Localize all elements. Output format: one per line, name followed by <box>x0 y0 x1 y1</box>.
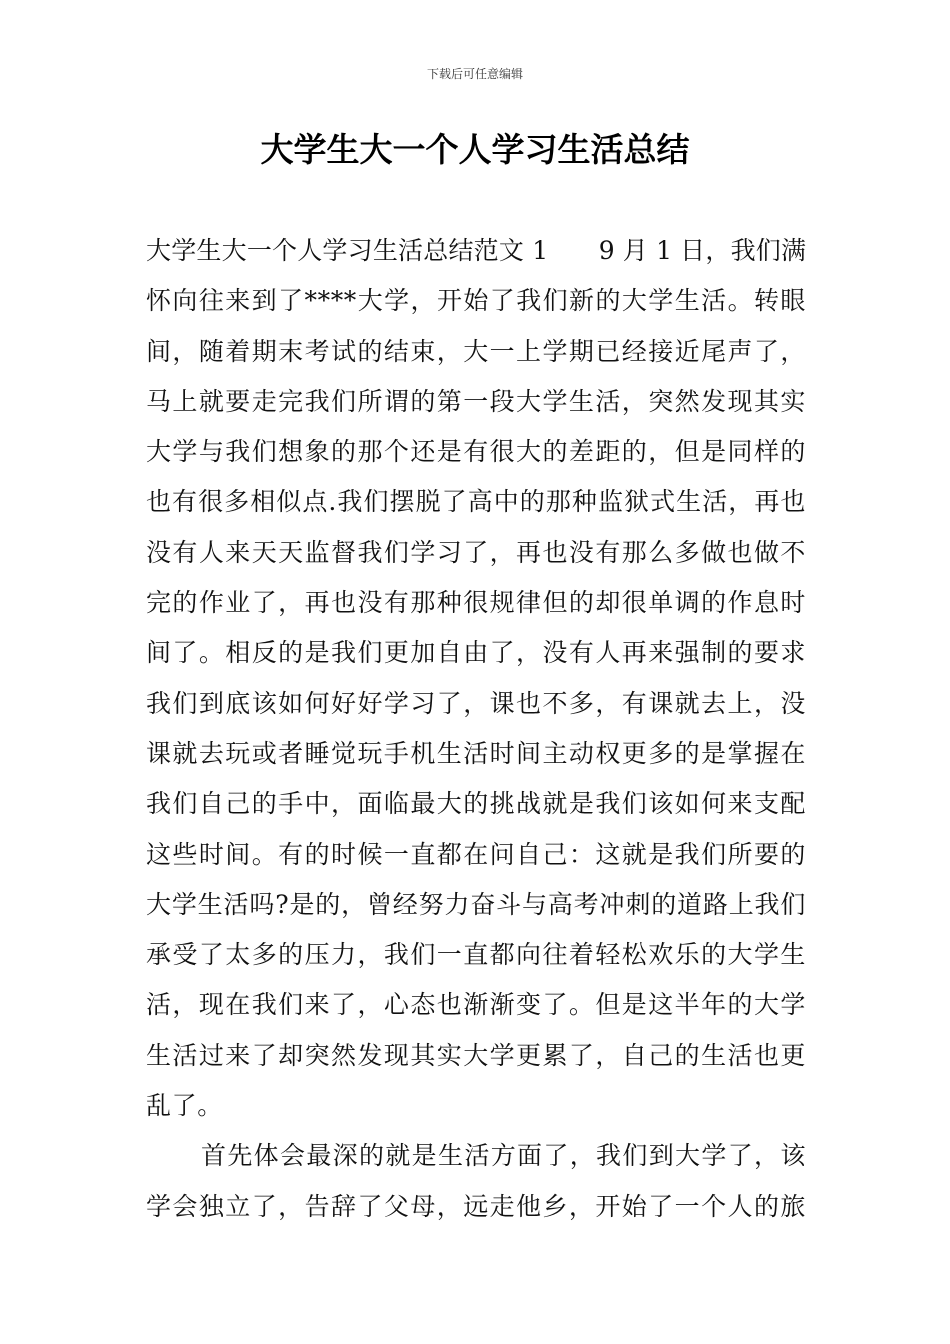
header-note: 下载后可任意编辑 <box>426 67 523 81</box>
text-line: 也有很多相似点.我们摆脱了高中的那种监狱式生活，再也 <box>146 487 806 517</box>
text-line: 大学生大一个人学习生活总结范文 1 9 月 1 日，我们满 <box>146 236 806 265</box>
text-line: 首先体会最深的就是生活方面了，我们到大学了，该 <box>201 1141 806 1171</box>
text-line: 乱了。 <box>146 1091 223 1121</box>
text-line: 这些时间。有的时候一直都在问自己：这就是我们所要的 <box>146 839 806 869</box>
text-line: 我们自己的手中，面临最大的挑战就是我们该如何来支配 <box>146 789 806 819</box>
text-line: 活，现在我们来了，心态也渐渐变了。但是这半年的大学 <box>146 990 806 1020</box>
text-line: 课就去玩或者睡觉玩手机生活时间主动权更多的是掌握在 <box>146 738 806 768</box>
text-line: 怀向往来到了****大学，开始了我们新的大学生活。转眼 <box>146 286 806 316</box>
text-line: 大学生活吗?是的，曾经努力奋斗与高考冲刺的道路上我们 <box>146 889 806 919</box>
text-line: 生活过来了却突然发现其实大学更累了，自己的生活也更 <box>146 1040 806 1070</box>
document-title: 大学生大一个人学习生活总结 <box>260 130 690 169</box>
text-line: 间了。相反的是我们更加自由了，没有人再来强制的要求 <box>146 638 806 668</box>
text-line: 我们到底该如何好好学习了，课也不多，有课就去上，没 <box>146 688 806 718</box>
text-line: 完的作业了，再也没有那种很规律但的却很单调的作息时 <box>146 588 806 618</box>
text-line: 没有人来天天监督我们学习了，再也没有那么多做也做不 <box>146 537 806 567</box>
text-line: 学会独立了，告辞了父母，远走他乡，开始了一个人的旅 <box>146 1191 806 1221</box>
text-line: 承受了太多的压力，我们一直都向往着轻松欢乐的大学生 <box>146 940 806 970</box>
text-line: 大学与我们想象的那个还是有很大的差距的，但是同样的 <box>146 437 806 467</box>
document-body <box>146 226 806 1232</box>
paragraph-1 <box>146 226 806 1131</box>
paragraph-2 <box>146 1131 806 1232</box>
text-line: 马上就要走完我们所谓的第一段大学生活，突然发现其实 <box>146 386 806 416</box>
text-line: 间，随着期末考试的结束，大一上学期已经接近尾声了， <box>146 336 806 366</box>
